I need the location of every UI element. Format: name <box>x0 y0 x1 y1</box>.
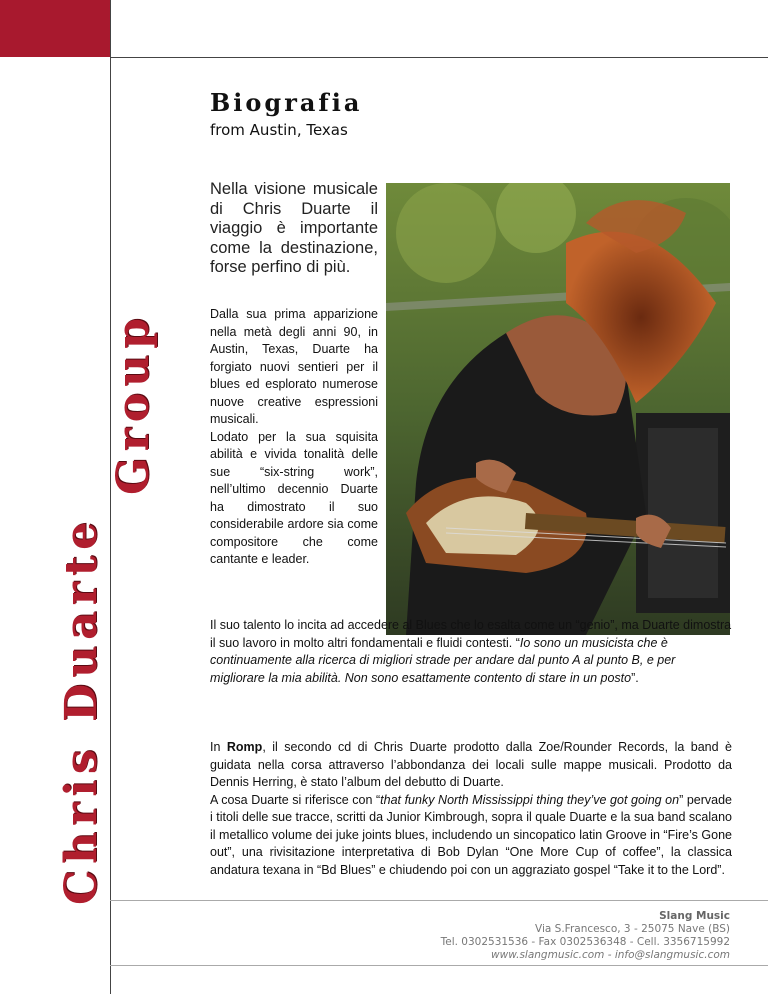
page-subtitle: from Austin, Texas <box>210 121 348 139</box>
guitarist-photo <box>386 183 730 635</box>
footer-divider-bottom <box>110 965 768 966</box>
lead-paragraph: Nella visione musicale di Chris Duarte il viaggio è importante come la destinazione, forse perfino di più. <box>210 180 378 276</box>
footer-web-link[interactable]: www.slangmusic.com - info@slangmusic.com <box>491 949 730 961</box>
body1-end: ”. <box>631 670 639 685</box>
footer-address: Via S.Francesco, 3 - 25075 Nave (BS) <box>535 923 730 935</box>
body2-pre: In <box>210 740 227 754</box>
body2-p2-post: ” pervade i titoli delle sue tracce, scritti da Junior Kimbrough, sopra il quale Duarte e la sua band scalano il metallico volume dei juke joints blues, includendo un sincopatico latin Groove in “Fire’s Gone out”, una rivisitazione interpretativa di Bob Dylan “One More Cup of coffee”, la classica andatura texana in “Bd Blues” e chiudendo poi con un aggraziato gospel “Take it to the Lord”. <box>210 792 733 877</box>
column-text <box>210 306 378 569</box>
footer-divider-top <box>110 900 768 901</box>
footer-contact <box>441 910 730 962</box>
body2-p2-pre: A cosa Duarte si riferisce con “ <box>210 792 381 807</box>
vertical-divider <box>110 0 111 994</box>
album-title: Romp <box>226 740 263 754</box>
column-paragraph-2: Lodato per la sua squisita abilità e vivida tonalità delle sue “six-string work”, nell’ultimo decennio Duarte ha dimostrato il suo considerabile ardore sia come compositore che come cantante e leader. <box>210 429 378 566</box>
top-divider <box>110 57 768 58</box>
red-corner-block <box>0 0 110 57</box>
sidebar-title-line1: Chris Duarte <box>56 515 107 905</box>
page-title: Biografia <box>210 88 363 117</box>
body1-quote: Io sono un musicista che è continuamente alla ricerca di migliori strade per andare dal punto A al punto B, e per migliorare la mia abilità. Non sono esattamente contento di stare in un posto <box>210 635 676 685</box>
footer-brand: Slang Music <box>659 910 730 922</box>
column-paragraph-1: Dalla sua prima apparizione nella metà degli anni 90, in Austin, Texas, Duarte ha forgiato nuovi sentieri per il blues ed esplorato numerose nuove creative espressioni musicali. <box>210 307 378 426</box>
body-paragraph-1 <box>210 617 732 687</box>
sidebar-title-line2: Group <box>108 312 159 495</box>
body2-first <box>210 739 732 792</box>
body2-second <box>210 792 732 880</box>
footer-phones: Tel. 0302531536 - Fax 0302536348 - Cell. 3356715992 <box>440 936 730 948</box>
body-paragraph-2 <box>210 739 732 879</box>
body2-post: , il secondo cd di Chris Duarte prodotto dalla Zoe/Rounder Records, la band è guidata nella corsa attraverso l’abbondanza dei locali sulle mappe musicali. Prodotto da Dennis Herring, è stato l’album del debutto di Duarte. <box>210 740 732 789</box>
body2-quote: that funky North Mississippi thing they’ve got going on <box>380 792 680 807</box>
body1-text: Il suo talento lo incita ad accedere al Blues che lo esalta come un “genio”, ma Duarte dimostra il suo lavoro in molto altri fondamentali e fluidi contesti. “ <box>210 618 732 650</box>
